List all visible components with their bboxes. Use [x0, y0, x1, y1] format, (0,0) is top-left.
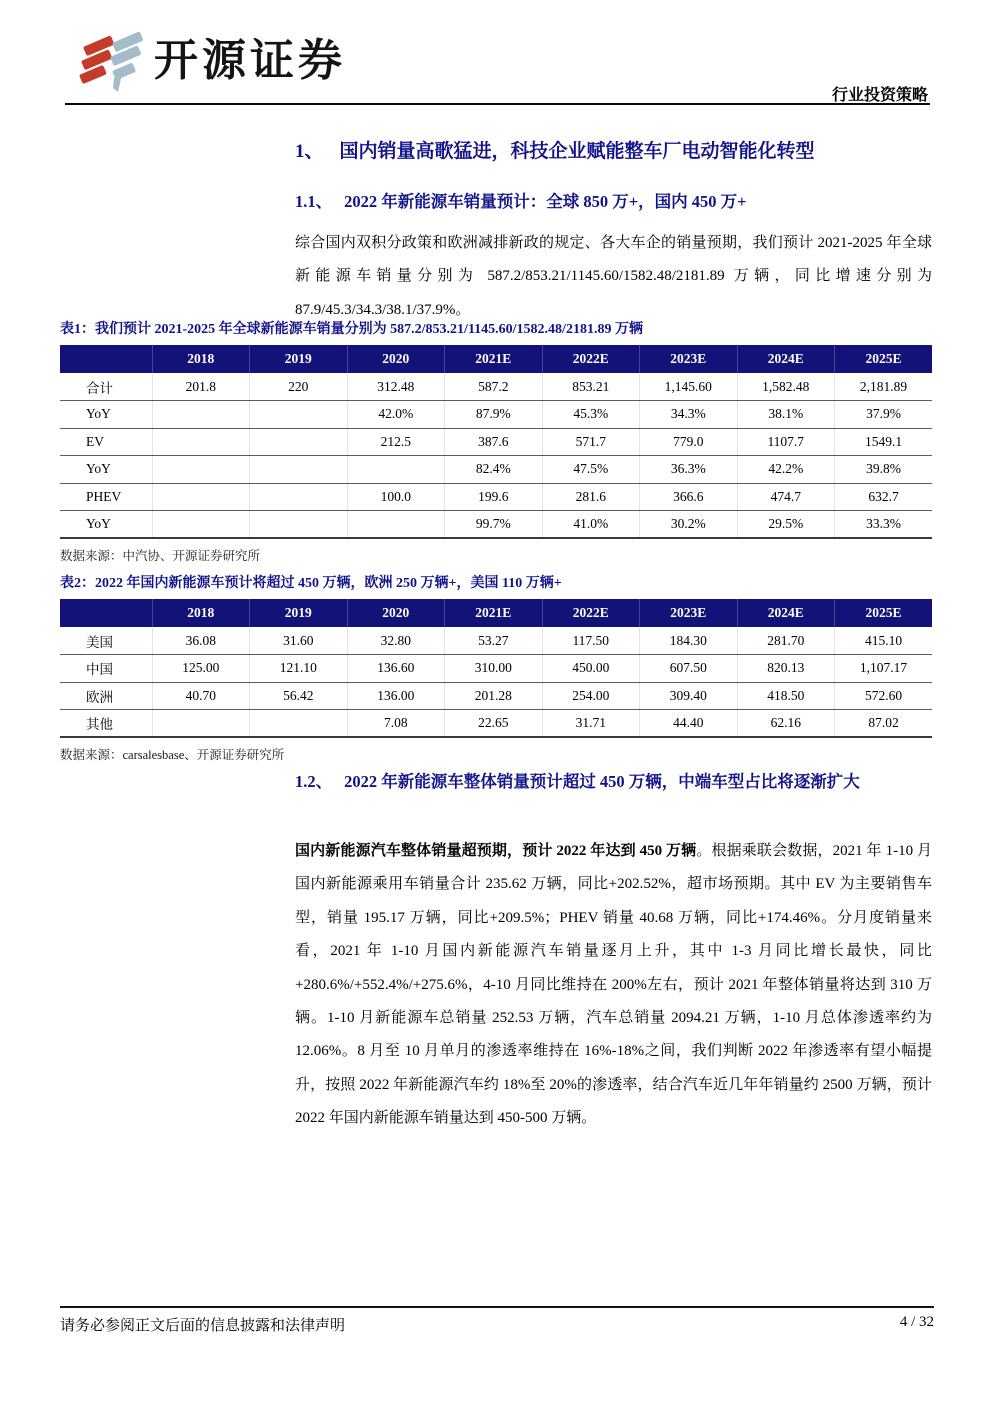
- value-cell: 32.80: [347, 627, 445, 655]
- corner-cell: [60, 599, 152, 627]
- section-heading-1-1: [295, 188, 937, 216]
- row-label: YoY: [60, 511, 152, 539]
- section-number: 1、: [295, 141, 324, 162]
- value-cell: 41.0%: [542, 511, 640, 539]
- year-column-header: 2019: [250, 345, 348, 373]
- value-cell: [250, 483, 348, 511]
- value-cell: 62.16: [737, 710, 835, 738]
- value-cell: 7.08: [347, 710, 445, 738]
- value-cell: 415.10: [835, 627, 933, 655]
- value-cell: [250, 428, 348, 456]
- row-label: EV: [60, 428, 152, 456]
- table1-title: 表1：我们预计 2021-2025 年全球新能源车销量分别为 587.2/853.21/1145.60/1582.48/2181.89 万辆: [60, 322, 643, 337]
- value-cell: 201.28: [445, 682, 543, 710]
- value-cell: 820.13: [737, 655, 835, 683]
- value-cell: 1,107.17: [835, 655, 933, 683]
- row-label: 其他: [60, 710, 152, 738]
- value-cell: 1107.7: [737, 428, 835, 456]
- paragraph-rest: 。根据乘联会数据，2021 年 1-10 月国内新能源乘用车销量合计 235.62 万辆，同比+202.52%，超市场预期。其中 EV 为主要销售车型，销量 195.17 万辆，同比+209.5%；PHEV 销量 40.68 万辆，同比+174.46%。分月度销量来看，2021 年 1-10 月国内新能源汽车销量逐月上升，其中 1-3 月同比增长最快，同比+280.6%/+552.4%/+275.6%，4-10 月同比维持在 200%左右，预计 2021 年整体销量将达到 310 万辆。1-10 月新能源车总销量 252.53 万辆，汽车总销量 2094.21 万辆，1-10 月总体渗透率约为 12.06%。8 月至 10 月单月的渗透率维持在 16%-18%之间，我们判断 2022 年渗透率有望小幅提升，按照 2022 年新能源汽车约 18%至 20%的渗透率，结合汽车近几年年销量约 2500 万辆，预计 2022 年国内新能源车销量达到 450-500 万辆。: [295, 843, 932, 1127]
- value-cell: 309.40: [640, 682, 738, 710]
- value-cell: [250, 401, 348, 429]
- value-cell: 212.5: [347, 428, 445, 456]
- table2-block: [60, 572, 932, 763]
- row-label: PHEV: [60, 483, 152, 511]
- value-cell: 38.1%: [737, 401, 835, 429]
- value-cell: 572.60: [835, 682, 933, 710]
- value-cell: 37.9%: [835, 401, 933, 429]
- row-label: 中国: [60, 655, 152, 683]
- year-column-header: 2018: [152, 345, 250, 373]
- year-column-header: 2020: [347, 345, 445, 373]
- value-cell: 254.00: [542, 682, 640, 710]
- year-column-header: 2018: [152, 599, 250, 627]
- value-cell: 136.60: [347, 655, 445, 683]
- year-column-header: 2021E: [445, 599, 543, 627]
- year-column-header: 2019: [250, 599, 348, 627]
- value-cell: 47.5%: [542, 456, 640, 484]
- table1-block: [60, 318, 932, 564]
- corner-cell: [60, 345, 152, 373]
- table-row: [60, 428, 932, 456]
- value-cell: 42.2%: [737, 456, 835, 484]
- value-cell: [152, 401, 250, 429]
- value-cell: 99.7%: [445, 511, 543, 539]
- value-cell: 53.27: [445, 627, 543, 655]
- row-label: 美国: [60, 627, 152, 655]
- table-row: [60, 456, 932, 484]
- value-cell: 125.00: [152, 655, 250, 683]
- doc-type-label: 行业投资策略: [831, 87, 928, 104]
- footer-divider: [60, 1306, 934, 1308]
- section-number: 1.1、: [295, 192, 333, 211]
- value-cell: 31.71: [542, 710, 640, 738]
- value-cell: [152, 483, 250, 511]
- value-cell: [152, 428, 250, 456]
- value-cell: 312.48: [347, 373, 445, 401]
- value-cell: [347, 511, 445, 539]
- value-cell: 387.6: [445, 428, 543, 456]
- value-cell: 199.6: [445, 483, 543, 511]
- value-cell: 136.00: [347, 682, 445, 710]
- table-header-row: [60, 345, 932, 373]
- table-row: [60, 655, 932, 683]
- year-column-header: 2023E: [640, 599, 738, 627]
- value-cell: 310.00: [445, 655, 543, 683]
- footer-disclaimer: 请务必参阅正文后面的信息披露和法律声明: [60, 1318, 346, 1334]
- regional-nev-sales-table: [60, 599, 932, 738]
- section-title: 2022 年新能源车整体销量预计超过 450 万辆，中端车型占比将逐渐扩大: [344, 772, 860, 791]
- table-row: [60, 710, 932, 738]
- value-cell: 87.9%: [445, 401, 543, 429]
- value-cell: [250, 710, 348, 738]
- value-cell: 1,582.48: [737, 373, 835, 401]
- year-column-header: 2020: [347, 599, 445, 627]
- year-column-header: 2022E: [542, 345, 640, 373]
- value-cell: 100.0: [347, 483, 445, 511]
- brand-logo-icon: [78, 30, 144, 92]
- year-column-header: 2022E: [542, 599, 640, 627]
- section-heading-1-2: [295, 768, 937, 796]
- value-cell: 853.21: [542, 373, 640, 401]
- value-cell: 121.10: [250, 655, 348, 683]
- paragraph-lead-bold: 国内新能源汽车整体销量超预期，预计 2022 年达到 450 万辆: [295, 843, 697, 859]
- header-divider: [65, 103, 930, 105]
- row-label: 欧洲: [60, 682, 152, 710]
- value-cell: 36.08: [152, 627, 250, 655]
- value-cell: 45.3%: [542, 401, 640, 429]
- value-cell: 22.65: [445, 710, 543, 738]
- body-paragraph-1: 综合国内双积分政策和欧洲减排新政的规定、各大车企的销量预期，我们预计 2021-2025 年全球新能源车销量分别为 587.2/853.21/1145.60/1582.48/2181.89 万辆，同比增速分别为 87.9/45.3/34.3/38.1/37.9%。: [295, 235, 932, 318]
- value-cell: 30.2%: [640, 511, 738, 539]
- year-column-header: 2025E: [835, 599, 933, 627]
- table-row: [60, 627, 932, 655]
- brand-name: 开源证券: [154, 36, 346, 85]
- table2-source: 数据来源：carsalesbase、开源证券研究所: [60, 748, 285, 762]
- page-number: 4 / 32: [899, 1314, 934, 1330]
- value-cell: 450.00: [542, 655, 640, 683]
- year-column-header: 2024E: [737, 599, 835, 627]
- value-cell: 281.70: [737, 627, 835, 655]
- value-cell: 220: [250, 373, 348, 401]
- value-cell: 184.30: [640, 627, 738, 655]
- value-cell: 201.8: [152, 373, 250, 401]
- value-cell: [152, 710, 250, 738]
- value-cell: 34.3%: [640, 401, 738, 429]
- section-heading-1: [295, 136, 935, 163]
- value-cell: 117.50: [542, 627, 640, 655]
- value-cell: 29.5%: [737, 511, 835, 539]
- year-column-header: 2021E: [445, 345, 543, 373]
- value-cell: 632.7: [835, 483, 933, 511]
- table2-title: 表2：2022 年国内新能源车预计将超过 450 万辆，欧洲 250 万辆+，美国 110 万辆+: [60, 576, 562, 591]
- value-cell: [347, 456, 445, 484]
- value-cell: 1,145.60: [640, 373, 738, 401]
- body-paragraph-2: [295, 835, 932, 1136]
- year-column-header: 2025E: [835, 345, 933, 373]
- year-column-header: 2023E: [640, 345, 738, 373]
- value-cell: 36.3%: [640, 456, 738, 484]
- value-cell: 366.6: [640, 483, 738, 511]
- brand-logo: [78, 30, 346, 92]
- value-cell: 42.0%: [347, 401, 445, 429]
- value-cell: 281.6: [542, 483, 640, 511]
- table-row: [60, 511, 932, 539]
- value-cell: [250, 456, 348, 484]
- value-cell: 56.42: [250, 682, 348, 710]
- year-column-header: 2024E: [737, 345, 835, 373]
- value-cell: [152, 511, 250, 539]
- value-cell: 607.50: [640, 655, 738, 683]
- row-label: 合计: [60, 373, 152, 401]
- value-cell: 2,181.89: [835, 373, 933, 401]
- value-cell: [152, 456, 250, 484]
- table-row: [60, 483, 932, 511]
- table1-source: 数据来源：中汽协、开源证券研究所: [60, 549, 261, 563]
- page-footer: [60, 1314, 934, 1335]
- value-cell: [250, 511, 348, 539]
- value-cell: 82.4%: [445, 456, 543, 484]
- global-nev-sales-table: [60, 345, 932, 539]
- table-row: [60, 682, 932, 710]
- value-cell: 33.3%: [835, 511, 933, 539]
- value-cell: 587.2: [445, 373, 543, 401]
- section-number: 1.2、: [295, 772, 333, 791]
- value-cell: 31.60: [250, 627, 348, 655]
- value-cell: 571.7: [542, 428, 640, 456]
- table-row: [60, 373, 932, 401]
- value-cell: 474.7: [737, 483, 835, 511]
- value-cell: 779.0: [640, 428, 738, 456]
- value-cell: 418.50: [737, 682, 835, 710]
- row-label: YoY: [60, 401, 152, 429]
- value-cell: 40.70: [152, 682, 250, 710]
- section-title: 2022 年新能源车销量预计：全球 850 万+，国内 450 万+: [344, 192, 747, 211]
- table-row: [60, 401, 932, 429]
- table-header-row: [60, 599, 932, 627]
- value-cell: 1549.1: [835, 428, 933, 456]
- section-title: 国内销量高歌猛进，科技企业赋能整车厂电动智能化转型: [339, 141, 815, 162]
- value-cell: 87.02: [835, 710, 933, 738]
- value-cell: 44.40: [640, 710, 738, 738]
- row-label: YoY: [60, 456, 152, 484]
- value-cell: 39.8%: [835, 456, 933, 484]
